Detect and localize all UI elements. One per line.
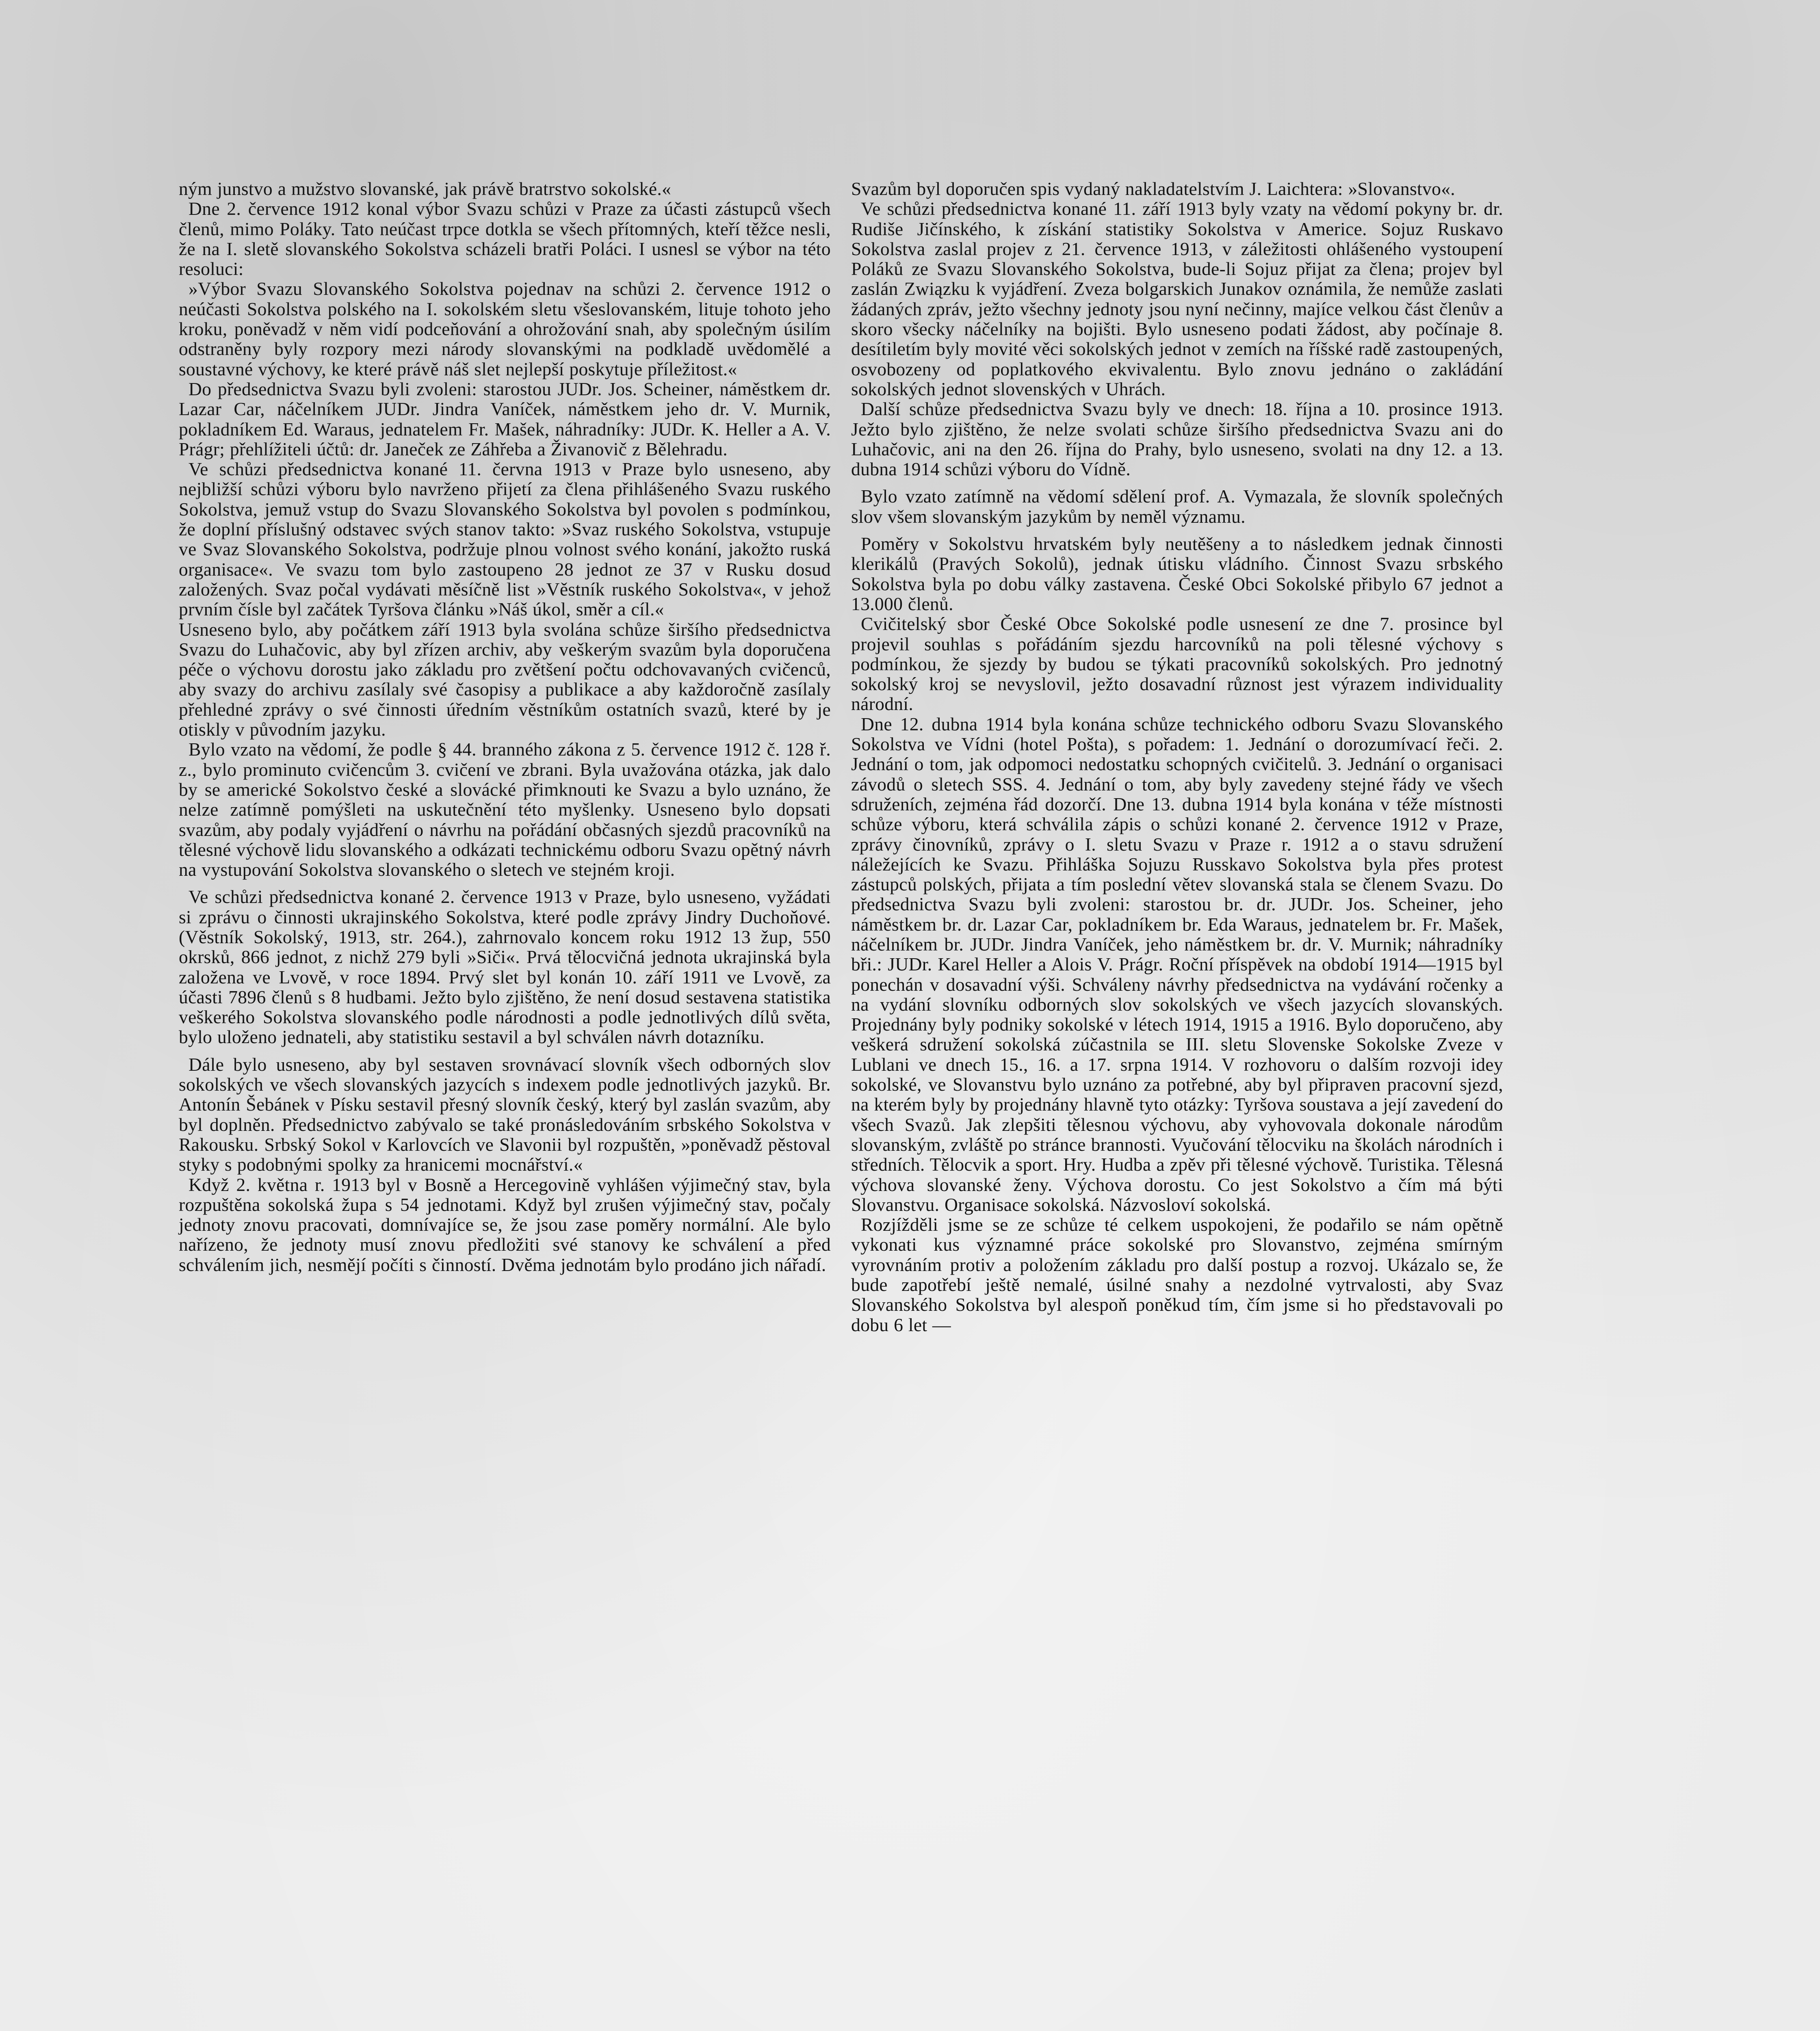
left-column (179, 179, 831, 1275)
paragraph: Do předsednictva Svazu byli zvoleni: starostou JUDr. Jos. Scheiner, náměstkem dr. Lazar Car, náčelníkem JUDr. Jindra Vaníček, náměstkem jeho dr. V. Murnik, pokladníkem Ed. Waraus, jednatelem Fr. Mašek, náhradníky: JUDr. K. Heller a A. V. Prágr; přehlížiteli účtů: dr. Janeček ze Záhřeba a Živanovič z Bělehradu. (179, 378, 831, 459)
paragraph: Dále bylo usneseno, aby byl sestaven srovnávací slovník všech odborných slov sokolských ve všech slovanských jazycích s indexem podle jednotlivých jazyků. Br. Antonín Šebánek v Písku sestavil přesný slovník český, který byl zaslán svazům, aby byl doplněn. Předsednictvo zabývalo se také pronásledováním srbského Sokolstva v Rakousku. Srbský Sokol v Karlovcích ve Slavonii byl rozpuštěn, »poněvadž pěstoval styky s podobnými spolky za hranicemi mocnářství.« (179, 1054, 831, 1175)
paragraph: Svazům byl doporučen spis vydaný nakladatelstvím J. Laichtera: »Slovanstvo«. (851, 178, 1455, 199)
paragraph: Když 2. května r. 1913 byl v Bosně a Hercegovině vyhlášen výjimečný stav, byla rozpuštěna sokolská župa s 54 jednotami. Když byl zrušen výjimečný stav, počaly jednoty znovu pracovati, domnívajíce se, že jsou zase poměry normální. Ale bylo nařízeno, že jednoty musí znovu předložiti své stanovy ke schválení a před schválením jich, nesmějí počíti s činností. Dvěma jednotám bylo prodáno jich nářadí. (179, 1174, 831, 1275)
paragraph: Ve schůzi předsednictva konané 2. července 1913 v Praze, bylo usneseno, vyžádati si zprávu o činnosti ukrajinského Sokolstva, které podle zprávy Jindry Duchoňové. (Věstník Sokolský, 1913, str. 264.), zahrnovalo koncem roku 1912 13 žup, 550 okrsků, 866 jednot, z nichž 279 byli »Siči«. Prvá tělocvičná jednota ukrajinská byla založena ve Lvově, v roce 1894. Prvý slet byl konán 10. září 1911 ve Lvově, za účasti 7896 členů s 8 hudbami. Ježto bylo zjištěno, že není dosud sestavena statistika veškerého Sokolstva slovanského podle národnosti a podle jednotlivých dílů světa, bylo uloženo jednateli, aby statistiku sestavil a byl schválen návrh dotazníku. (179, 886, 831, 1048)
paragraph: Cvičitelský sbor České Obce Sokolské podle usnesení ze dne 7. prosince byl projevil souhlas s pořádáním sjezdu harcovníků na poli tělesné výchovy s podmínkou, že sjezdy by budou se týkati pracovníků sokolských. Pro jednotný sokolský kroj se nevyslovil, ježto dosavadní různost jest výrazem individuality národní. (851, 613, 1503, 715)
paragraph: Rozjížděli jsme se ze schůze té celkem uspokojeni, že podařilo se nám opětně vykonati kus významné práce sokolské pro Slovanstvo, zejména smírným vyrovnáním protiv a položením základu pro další postup a rozvoj. Ukázalo se, že bude zapotřebí ještě nemalé, úsilné snahy a nezdolné vytrvalosti, aby Svaz Slovanského Sokolstva byl alespoň poněkud tím, čím jsme si ho představovali po dobu 6 let — (851, 1214, 1503, 1335)
paragraph: Bylo vzato na vědomí, že podle § 44. branného zákona z 5. července 1912 č. 128 ř. z., bylo prominuto cvičencům 3. cvičení ve zbrani. Byla uvažována otázka, jak dalo by se americké Sokolstvo české a slovácké přimknouti ke Svazu a bylo uznáno, že nelze zatímně pomýšleti na uskutečnění této myšlenky. Usneseno bylo dopsati svazům, aby podaly vyjádření o návrhu na pořádání občasných sjezdů pracovníků na tělesné výchově lidu slovanského a odkázati technickému odboru Svazu opětný návrh na vystupování Sokolstva slovanského o sletech ve stejném kroji. (179, 739, 831, 880)
paragraph: Usneseno bylo, aby počátkem září 1913 byla svolána schůze širšího předsednictva Svazu do Luhačovic, aby byl zřízen archiv, aby veškerým svazům byla doporučena péče o výchovu dorostu jako základu pro zvětšení počtu odchovavaných cvičenců, aby svazy do archivu zasílaly své časopisy a publikace a aby každoročně zasílaly přehledné zprávy o své činnosti úředním věstníkům ostatních svazů, které by je otiskly v původním jazyku. (179, 619, 831, 740)
paragraph: Dne 2. července 1912 konal výbor Svazu schůzi v Praze za účasti zástupců všech členů, mimo Poláky. Tato neúčast trpce dotkla se všech přítomných, kteří těžce nesli, že na I. sletě slovanského Sokolstva scházeli bratři Poláci. I usnesl se výbor na této resoluci: (179, 198, 831, 279)
paragraph: Další schůze předsednictva Svazu byly ve dnech: 18. října a 10. prosince 1913. Ježto bylo zjištěno, že nelze svolati schůze širšího předsednictva Svazu ani do Luhačovic, ani na den 26. října do Prahy, bylo usneseno, svolati na dny 12. a 13. dubna 1914 schůzi výboru do Vídně. (851, 398, 1503, 480)
paragraph: Ve schůzi předsednictva konané 11. září 1913 byly vzaty na vědomí pokyny br. dr. Rudiše Jičínského, k získání statistiky Sokolstva v Americe. Sojuz Ruskavo Sokolstva zaslal projev z 21. července 1913, v záležitosti ohlášeného vystoupení Poláků ze Svazu Slovanského Sokolstva, bude-li Sojuz přijat za člena; projev byl zaslán Związku k vyjádření. Zveza bolgarskich Junakov oznámila, že nemůže zaslati žádaných zpráv, ježto všechny jednoty jsou nyní nečinny, majíce velkou část členův a skoro všecky náčelníky na bojišti. Bylo usneseno podati žádost, aby počínaje 8. desítiletím byly movité věci sokolských jednot v zemích na říšské radě zastoupených, osvobozeny od poplatkového ekvivalentu. Bylo znovu jednáno o zakládání sokolských jednot slovenských v Uhrách. (851, 198, 1503, 399)
paragraph: Poměry v Sokolstvu hrvatském byly neutěšeny a to následkem jednak činnosti klerikálů (Pravých Sokolů), jednak útisku vládního. Činnost Svazu srbského Sokolstva byla po dobu války zastavena. České Obci Sokolské přibylo 67 jednot a 13.000 členů. (851, 533, 1503, 614)
right-column (851, 179, 1503, 1335)
paragraph: Dne 12. dubna 1914 byla konána schůze technického odboru Svazu Slovanského Sokolstva ve Vídni (hotel Pošta), s pořadem: 1. Jednání o dorozumívací řeči. 2. Jednání o tom, jak odpomoci nedostatku schopných cvičitelů. 3. Jednání o organisaci závodů o sletech SSS. 4. Jednání o tom, aby byly zavedeny stejné řády ve všech sdruženích, zejména řád dozorčí. Dne 13. dubna 1914 byla konána v téže místnosti schůze výboru, která schválila zápis o schůzi konané 2. července 1912 v Praze, zprávy činovníků, zprávy o I. sletu Svazu v Praze r. 1912 a o stavu sdružení náležejících ke Svazu. Přihláška Sojuzu Russkavo Sokolstva byla přes protest zástupců polských, přijata a tím poslední větev slovanská stala se členem Svazu. Do předsednictva Svazu byli zvoleni: starostou br. dr. JUDr. Jos. Scheiner, jeho náměstkem br. dr. Lazar Car, pokladníkem br. Eda Waraus, jednatelem br. Fr. Mašek, náčelníkem br. JUDr. Jindra Vaníček, jeho náměstkem br. dr. V. Murnik; náhradníky bři.: JUDr. Karel Heller a Alois V. Prágr. Roční příspěvek na období 1914—1915 byl ponechán v dosavadní výši. Schváleny návrhy předsednictva na vydávání ročenky a na vydání slovníku odborných slov sokolských ve všech jazycích slovanských. Projednány byly podniky sokolské v létech 1914, 1915 a 1916. Bylo doporučeno, aby veškerá sdružení sokolská zúčastnila se III. sletu Slovenske Sokolske Zveze v Lublani ve dnech 15., 16. a 17. srpna 1914. V rozhovoru o dalším rozvoji idey sokolské, ve Slovanstvu bylo uznáno za potřebné, aby byl připraven pracovní sjezd, na kterém byly by projednány hlavně tyto otázky: Tyršova soustava a její zavedení do všech Svazů. Jak zlepšiti tělesnou výchovu, aby vyhovovala dokonale národům slovanským, zvláště po stránce brannosti. Vyučování tělocviku na školách národních i středních. Tělocvik a sport. Hry. Hudba a zpěv při tělesné výchově. Turistika. Tělesná výchova slovanské ženy. Výchova dorostu. Co jest Sokolstvo a čím má býti Slovanstvu. Organisace sokolská. Názvosloví sokolská. (851, 713, 1503, 1215)
paragraph: Bylo vzato zatímně na vědomí sdělení prof. A. Vymazala, že slovník společných slov všem slovanským jazykům by neměl významu. (851, 486, 1503, 527)
paragraph: »Výbor Svazu Slovanského Sokolstva pojednav na schůzi 2. července 1912 o neúčasti Sokolstva polského na I. sokolském sletu všeslovanském, lituje tohoto jeho kroku, poněvadž v něm vidí podceňování a ohrožování snah, aby společným úsilím odstraněny byly rozpory mezi národy slovanskými na podkladě uvědomělé a soustavné výchovy, ke které právě náš slet nejlepší poskytuje příležitost.« (179, 278, 831, 379)
paragraph: Ve schůzi předsednictva konané 11. června 1913 v Praze bylo usneseno, aby nejbližší schůzi výboru bylo navrženo přijetí za člena přihlášeného Svazu ruského Sokolstva, jemuž vstup do Svazu Slovanského Sokolstva byl povolen s podmínkou, že doplní příslušný odstavec svých stanov takto: »Svaz ruského Sokolstva, vstupuje ve Svaz Slovanského Sokolstva, podržuje plnou volnost svého konání, jakožto ruská organisace«. Ve svazu tom bylo zastoupeno 28 jednot ze 37 v Rusku dosud založených. Svaz počal vydávati měsíčně list »Věstník ruského Sokolstva«, v jehož prvním čísle byl začátek Tyršova článku »Náš úkol, směr a cíl.« (179, 459, 831, 620)
paragraph: ným junstvo a mužstvo slovanské, jak právě bratrstvo sokolské.« (179, 178, 672, 199)
